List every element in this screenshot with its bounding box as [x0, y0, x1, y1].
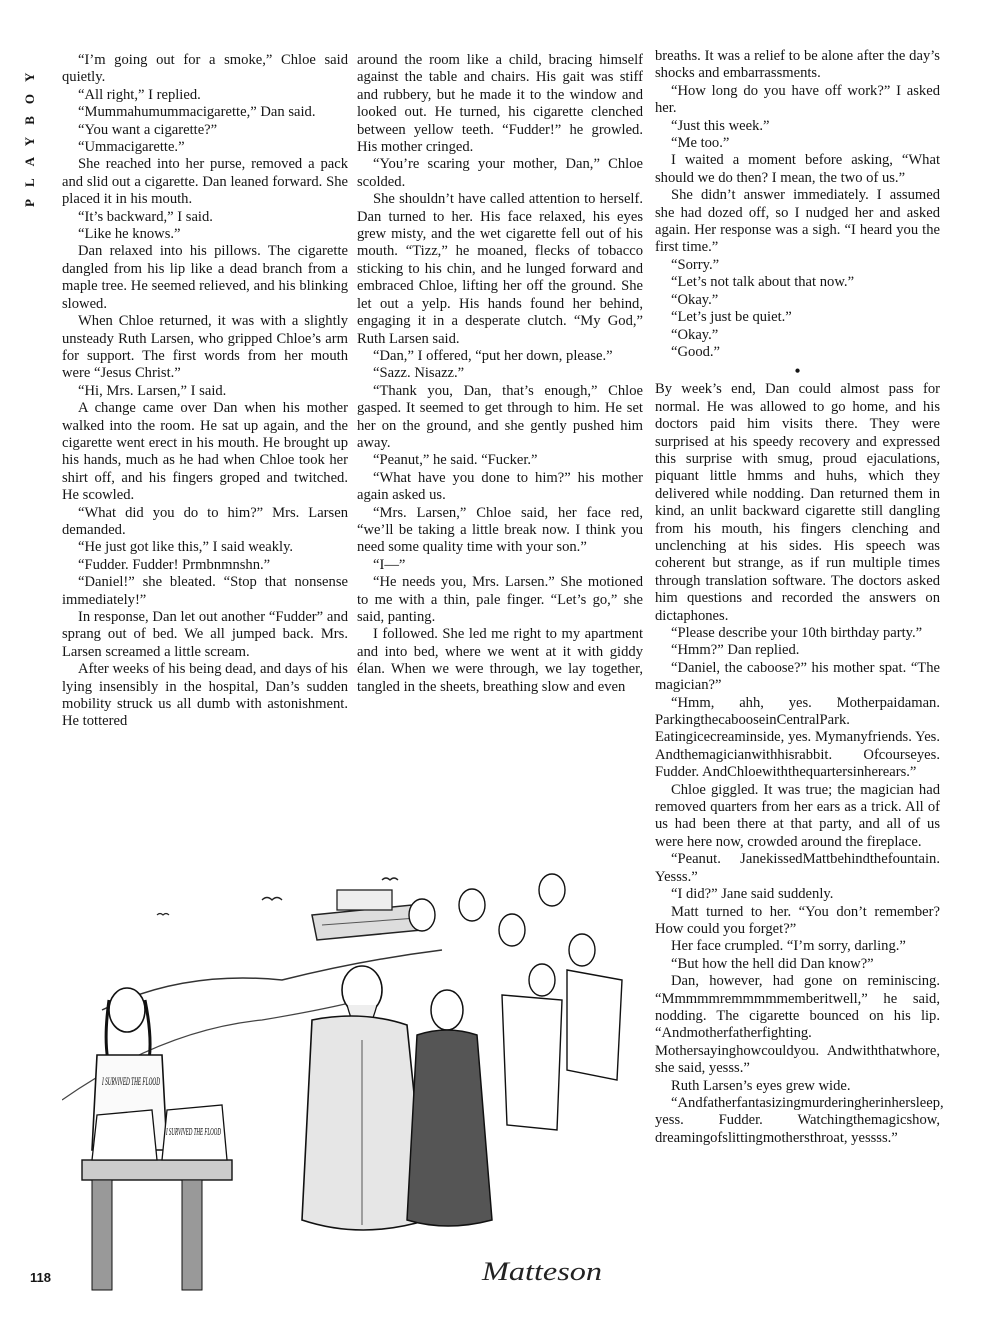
paragraph: around the room like a child, bracing himself against the table and chairs. His gait was stiff and rubbery, but he made it to the window and looked out. He turned, his cigarette clenched between yellow teeth. “Fudder!” he growled. His mother cringed.: [357, 52, 643, 156]
paragraph: “Please describe your 10th birthday party.”: [671, 625, 923, 641]
paragraph: “Mummahumummacigarette,” Dan said.: [78, 104, 316, 121]
paragraph: “Dan,” I offered, “put her down, please.”: [373, 347, 613, 364]
paragraph: “He just got like this,” I said weakly.: [78, 539, 294, 556]
paragraph: “Good.”: [671, 343, 721, 360]
paragraph: “Like he knows.”: [78, 226, 181, 243]
paragraph: She reached into her purse, removed a pack and slid out a cigarette. Dan leaned forward. She placed it in his mouth.: [62, 156, 348, 208]
text-column-2: [357, 52, 643, 696]
paragraph: “Sazz. Nisazz.”: [373, 365, 465, 382]
paragraph: “Peanut,” he said. “Fucker.”: [373, 452, 538, 469]
paragraph: “Let’s just be quiet.”: [671, 309, 792, 326]
artist-signature: Matteson: [480, 1257, 602, 1286]
paragraph: Ruth Larsen’s eyes grew wide.: [671, 1077, 851, 1094]
wife-figure: [407, 990, 492, 1226]
paragraph: “Daniel, the caboose?” his mother spat. “The magician?”: [655, 659, 940, 694]
paragraph: “Sorry.”: [671, 256, 720, 273]
paragraph: Chloe giggled. It was true; the magician had removed quarters from her ears as a trick. All of us had been there at that party, and all of us were here now, crowded around the fireplace.: [655, 781, 940, 850]
paragraph: “What have you done to him?” his mother again asked us.: [357, 469, 643, 504]
text-column-1: [62, 52, 348, 731]
paragraph: “How long do you have off work?” I asked her.: [655, 82, 940, 117]
section-break-bullet: •: [794, 361, 801, 382]
bird-icon: [157, 914, 169, 916]
paragraph: “Hi, Mrs. Larsen,” I said.: [78, 382, 227, 399]
paragraph: “He needs you, Mrs. Larsen.” She motioned to me with a thin, pale finger. “Let’s go,” she said, panting.: [357, 574, 643, 625]
paragraph: “You want a cigarette?”: [78, 121, 218, 138]
paragraph: “I did?” Jane said suddenly.: [671, 886, 834, 903]
running-head: PLAYBOY: [22, 60, 37, 208]
paragraph: She shouldn’t have called attention to herself. Dan turned to her. His face relaxed, his eyes grew misty, and the wet cigarette fell out of his mouth. “Tizz,” he moaned, flecks of tobacco sticking to his chin, and he lunged forward and embraced Chloe, lifting her off the ground. She let out a yelp. His hands found her behind, engaging it in a desperate clutch. “My God,” Ruth Larsen said.: [357, 191, 643, 347]
paragraph: After weeks of his being dead, and days of his lying insensibly in the hospital, Dan’s sudden mobility struck us all dumb with astonishment. He tottered: [62, 661, 348, 730]
paragraph: “But how the hell did Dan know?”: [671, 955, 874, 972]
paragraph: She didn’t answer immediately. I assumed she had dozed off, so I nudged her and asked again. Her response was a sigh. “I heard you the first time.”: [655, 187, 940, 256]
paragraph: “All right,” I replied.: [78, 86, 201, 103]
paragraph: “Hmm, ahh, yes. Motherpaidaman. ParkingthecabooseinCentralPark. Eatingicecreaminside, yes. Mymanyfriends. Yes. Andthemagicianwithhisrabbit. Ofcourseyes. Fudder. AndChloewiththequartersinherears.”: [655, 694, 940, 781]
paragraph: Dan, however, had gone on reminiscing. “Mmmmmremmmmmemberitwell,” he said, nodding. The cigarette bounced on his lip. “Andmotherfatherfighting. Mothersayinghowcouldyou. Andwiththatwhore, she said, yesss.”: [655, 973, 940, 1077]
paragraph: A change came over Dan when his mother walked into the room. He sat up again, and the cigarette went erect in his mouth. He brought up his hands, much as he had when Chloe took her shirt off, and his fingers groped and twitched. He scowled.: [62, 400, 348, 504]
paragraph: Dan relaxed into his pillows. The cigarette dangled from his lip like a dead branch from a maple tree. He seemed relieved, and his blinking slowed.: [62, 243, 348, 312]
paragraph: “You’re scaring your mother, Dan,” Chloe scolded.: [357, 156, 643, 190]
bird-icon: [382, 878, 398, 880]
cartoon-illustration: [62, 860, 647, 1298]
paragraph: “Andfatherfantasizingmurderingherinhersleep, yess. Fudder. Watchingthemagicshow, dreamingofslittingmothersthroat, yessss.”: [655, 1094, 944, 1146]
paragraph: Her face crumpled. “I’m sorry, darling.”: [671, 938, 906, 955]
paragraph: When Chloe returned, it was with a slightly unsteady Ruth Larsen, who gripped Chloe’s arm for support. The first words from her mouth were “Jesus Christ.”: [62, 313, 348, 382]
paragraph: “Let’s not talk about that now.”: [671, 274, 855, 291]
paragraph: In response, Dan let out another “Fudder” and sprang out of bed. We all jumped back. Mrs. Larsen screamed a little scream.: [62, 609, 348, 660]
paragraph: “I’m going out for a smoke,” Chloe said quietly.: [62, 52, 348, 86]
paragraph: By week’s end, Dan could almost pass for normal. He was allowed to go home, and his doctors paid him visits there. They were surprised at his speedy recovery and expressed this surprise with smug, proud ejaculations, piquant little hmms and huhs, which they delivered while nodding. Dan returned them in kind, an unlit backward cigarette still dangling from his mouth, his fingers clenching and unclenching at his sides. His speech was coherent but strange, as if run multiple times through translation software. The doctors asked him questions and recorded the answers on dictaphones.: [655, 381, 940, 624]
paragraph: breaths. It was a relief to be alone after the day’s shocks and embarrassments.: [655, 48, 940, 82]
text-column-3: [655, 48, 944, 1147]
paragraph: “Me too.”: [671, 135, 730, 152]
shirt-slogan: I SURVIVED THE FLOOD: [165, 1127, 222, 1138]
paragraph: “Ummacigarette.”: [78, 139, 185, 156]
paragraph: “Peanut. JanekissedMattbehindthefountain. Yesss.”: [655, 851, 940, 885]
shirt-slogan: I SURVIVED THE FLOOD: [101, 1074, 161, 1088]
paragraph: “Okay.”: [671, 326, 719, 343]
paragraph: “Mrs. Larsen,” Chloe said, her face red, “we’ll be taking a little break now. I think you need some quality time with your son.”: [357, 504, 643, 556]
paragraph: “I—”: [373, 556, 406, 573]
paragraph: “What did you do to him?” Mrs. Larsen demanded.: [62, 504, 348, 538]
paragraph: “Fudder. Fudder! Prmbnmnshn.”: [78, 556, 271, 573]
paragraph: I waited a moment before asking, “What should we do then? I mean, the two of us.”: [655, 152, 940, 186]
bird-icon: [262, 898, 282, 901]
ark-drawing: [312, 890, 422, 940]
paragraph: “Daniel!” she bleated. “Stop that nonsense immediately!”: [62, 574, 348, 608]
page-number: 118: [30, 1270, 51, 1285]
paragraph: “Just this week.”: [671, 117, 770, 134]
paragraph: Matt turned to her. “You don’t remember? How could you forget?”: [655, 903, 940, 937]
paragraph: “Okay.”: [671, 291, 719, 308]
paragraph: “It’s backward,” I said.: [78, 208, 213, 225]
paragraph: I followed. She led me right to my apartment and into bed, where we went at it with giddy élan. When we were through, we lay together, tangled in the sheets, breathing slow and even: [357, 626, 643, 695]
paragraph: “Thank you, Dan, that’s enough,” Chloe gasped. It seemed to get through to him. He set her on the ground, and she gently pushed him away.: [357, 382, 643, 451]
paragraph: “Hmm?” Dan replied.: [671, 642, 800, 659]
